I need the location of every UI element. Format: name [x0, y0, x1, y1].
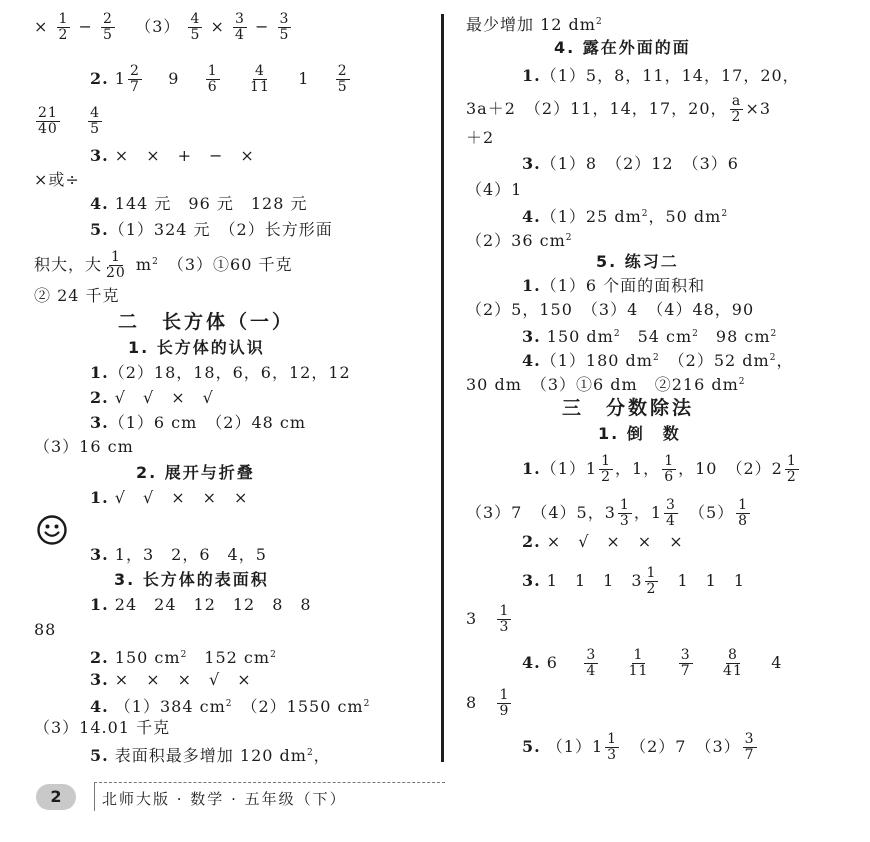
fraction — [605, 732, 619, 763]
fraction-denominator: 3 — [607, 747, 618, 763]
fraction-denominator: 6 — [664, 469, 675, 485]
item-number: 5. — [90, 220, 109, 239]
answer-line — [466, 180, 522, 200]
fraction-denominator: 4 — [235, 27, 245, 43]
page-number: 2 — [36, 784, 76, 810]
unit-exponent: 2 — [738, 377, 746, 387]
answer-line — [466, 604, 513, 635]
fraction-numerator: 3 — [235, 11, 245, 27]
answer-line — [522, 154, 739, 174]
answer-text: 1 — [114, 69, 126, 88]
fraction-denominator: 2 — [601, 469, 611, 485]
fraction — [497, 688, 511, 719]
answer-text: 1 1 1 — [660, 571, 745, 590]
answer-text: ， — [776, 351, 794, 370]
answer-text: − — [255, 17, 270, 36]
fraction-numerator: 2 — [129, 63, 140, 79]
fraction — [662, 454, 676, 485]
answer-line — [34, 718, 170, 738]
item-number: 3. — [522, 327, 541, 346]
answer-text: × × + − × — [114, 146, 255, 165]
answer-text: （1）1 — [540, 459, 598, 478]
answer-text: − — [78, 17, 93, 36]
fraction-numerator: 1 — [633, 647, 644, 663]
answer-text: 8 — [466, 693, 478, 712]
answer-text: 88 — [34, 620, 57, 639]
item-number: 1. — [90, 363, 109, 382]
fraction-numerator: 1 — [207, 63, 218, 79]
answer-line — [466, 228, 573, 251]
answer-text: （1）8 （2）12 （3）6 — [540, 154, 739, 173]
section-heading: 4. 露在外面的面 — [554, 38, 691, 57]
answer-text: 150 cm — [114, 648, 181, 667]
fraction-denominator: 9 — [499, 703, 510, 719]
answer-line — [34, 286, 120, 306]
answer-line — [466, 372, 746, 395]
answer-text: × — [210, 17, 225, 36]
answer-line — [90, 220, 333, 240]
answer-text: ，1， — [615, 459, 661, 478]
fraction — [584, 648, 598, 679]
unit-exponent: 2 — [595, 17, 603, 27]
fraction-denominator: 7 — [744, 747, 755, 763]
answer-line — [466, 498, 752, 529]
answer-text: 4 — [771, 653, 783, 672]
unit-exponent: 2 — [270, 650, 277, 660]
answer-line — [90, 363, 351, 383]
fraction-denominator: 11 — [628, 663, 649, 679]
answer-text: 最少增加 12 dm — [466, 15, 596, 34]
answer-line — [90, 743, 331, 766]
fraction-numerator: 8 — [727, 647, 738, 663]
answer-line — [34, 106, 104, 137]
fraction — [730, 94, 744, 125]
fraction — [104, 250, 128, 281]
section-heading: 3. 长方体的表面积 — [114, 570, 269, 589]
fraction-numerator: 1 — [499, 687, 510, 703]
fraction — [664, 498, 678, 529]
item-number: 2. — [522, 532, 541, 551]
answer-text: （3）14.01 千克 — [34, 718, 171, 737]
answer-text: 3a＋2 （2）11，14，17，20， — [466, 99, 728, 118]
footer-title: 北师大版 · 数学 · 五年级（下） — [102, 790, 347, 808]
answer-line — [522, 532, 684, 552]
page-footer — [36, 784, 446, 810]
item-number: 4. — [522, 207, 541, 226]
fraction — [88, 106, 102, 137]
answer-text: （1）1 — [546, 737, 604, 756]
unit-exponent: 2 — [306, 748, 314, 758]
fraction — [645, 566, 659, 597]
smiley-icon — [36, 514, 68, 546]
unit-exponent: 2 — [721, 209, 729, 219]
answer-text: （1）5，8，11，14，17，20， — [540, 66, 800, 85]
item-number: 3. — [90, 670, 109, 689]
answer-line — [90, 670, 252, 690]
fraction — [679, 648, 693, 679]
answer-line — [90, 194, 308, 214]
answer-text: （1）384 cm — [114, 697, 226, 716]
unit-exponent: 2 — [613, 329, 621, 339]
fraction-denominator: 8 — [738, 513, 749, 529]
answer-line — [34, 170, 80, 190]
answer-line — [466, 688, 513, 719]
section-heading: 5. 练习二 — [596, 252, 679, 271]
fraction-numerator: 3 — [680, 647, 691, 663]
fraction — [128, 64, 142, 95]
item-number: 2. — [90, 388, 109, 407]
answer-line — [466, 128, 494, 148]
fraction-denominator: 2 — [786, 469, 797, 485]
item-number: 3. — [522, 571, 541, 590]
fraction — [785, 454, 799, 485]
answer-line — [522, 276, 705, 296]
fraction-numerator: 4 — [190, 11, 201, 27]
answer-line — [34, 12, 293, 43]
unit-exponent: 2 — [770, 329, 778, 339]
answer-line — [522, 648, 782, 679]
answer-text: ，1 — [633, 503, 663, 522]
fraction — [721, 648, 745, 679]
answer-text: （3）①60 千克 — [158, 255, 293, 274]
fraction-denominator: 4 — [586, 663, 597, 679]
fraction-denominator: 5 — [190, 27, 201, 43]
answer-text: ② 24 千克 — [34, 286, 120, 305]
fraction-denominator: 3 — [499, 619, 510, 635]
fraction-denominator: 7 — [129, 79, 140, 95]
fraction-denominator: 40 — [38, 121, 58, 137]
answer-text: 6 — [546, 653, 558, 672]
fraction-numerator: 3 — [279, 11, 290, 27]
fraction — [627, 648, 651, 679]
fraction-numerator: 1 — [499, 603, 510, 619]
fraction-numerator: 4 — [255, 63, 265, 79]
answer-text: 积大，大 — [34, 255, 103, 274]
answer-line — [90, 64, 352, 95]
answer-line — [522, 204, 728, 227]
answer-text: （3）7 （4）5，3 — [466, 503, 616, 522]
answer-text: 152 cm — [187, 648, 271, 667]
answer-text: 9 — [168, 69, 180, 88]
fraction — [233, 12, 247, 43]
fraction — [206, 64, 220, 95]
item-number: 3. — [90, 146, 109, 165]
answer-text: 表面积最多增加 120 dm — [114, 746, 307, 765]
fraction-numerator: 1 — [601, 453, 611, 469]
fraction-numerator: 1 — [58, 11, 69, 27]
fraction-denominator: 41 — [723, 663, 743, 679]
answer-line — [466, 12, 603, 35]
answer-line — [466, 94, 771, 125]
fraction — [618, 498, 632, 529]
answer-line — [90, 413, 306, 433]
fraction-numerator: 1 — [607, 731, 618, 747]
fraction-denominator: 2 — [646, 581, 657, 597]
fraction-denominator: 6 — [207, 79, 218, 95]
answer-text: 144 元 96 元 128 元 — [114, 194, 308, 213]
unit-exponent: 2 — [769, 353, 777, 363]
answer-text: （1）324 元 （2）长方形面 — [108, 220, 333, 239]
fraction-numerator: 2 — [103, 11, 113, 27]
answer-text: 1 — [298, 69, 310, 88]
fraction-denominator: 7 — [680, 663, 691, 679]
item-number: 3. — [522, 154, 541, 173]
answer-line — [522, 348, 793, 371]
item-number: 1. — [90, 595, 109, 614]
answer-text: 54 cm — [620, 327, 693, 346]
answer-line — [90, 146, 255, 166]
answer-text: （1）6 个面的面积和 — [540, 276, 706, 295]
fraction-numerator: 1 — [664, 453, 675, 469]
answer-text: × × × √ × — [114, 670, 252, 689]
fraction-numerator: 3 — [586, 647, 597, 663]
fraction-numerator: 21 — [38, 105, 58, 121]
answer-text: √ √ × × × — [114, 488, 249, 507]
item-number: 1. — [90, 488, 109, 507]
section-heading: 2. 展开与折叠 — [136, 463, 255, 482]
unit-exponent: 2 — [565, 233, 573, 243]
answer-text: 24 24 12 12 8 8 — [114, 595, 312, 614]
fraction-denominator: 11 — [250, 79, 270, 95]
unit-exponent: 2 — [180, 650, 188, 660]
item-number: 1. — [522, 276, 541, 295]
answer-text: （1）180 dm — [540, 351, 653, 370]
answer-text: 3 — [466, 609, 478, 628]
fraction — [743, 732, 757, 763]
answer-text: （2）52 dm — [659, 351, 770, 370]
fraction-denominator: 3 — [619, 513, 630, 529]
fraction-denominator: 2 — [731, 109, 742, 125]
fraction — [336, 64, 350, 95]
answer-text: 30 dm （3）①6 dm ②216 dm — [466, 375, 739, 394]
item-number: 3. — [90, 545, 109, 564]
answer-text: ，50 dm — [648, 207, 722, 226]
chapter-heading: 三 分数除法 — [562, 397, 695, 419]
fraction-numerator: 1 — [786, 453, 797, 469]
fraction — [101, 12, 115, 43]
fraction — [278, 12, 292, 43]
unit-exponent: 2 — [363, 699, 371, 709]
fraction — [599, 454, 613, 485]
answer-text: （2）1550 cm — [232, 697, 364, 716]
item-number: 2. — [90, 69, 109, 88]
item-number: 4. — [90, 194, 109, 213]
fraction-numerator: 3 — [666, 497, 676, 513]
item-number: 5. — [90, 746, 109, 765]
answer-text: ， — [313, 746, 331, 765]
answer-line — [90, 645, 277, 668]
answer-line — [522, 454, 801, 485]
answer-text: m — [129, 255, 153, 274]
answer-line — [90, 595, 312, 615]
fraction-numerator: 1 — [646, 565, 657, 581]
chapter-heading: 二 长方体（一） — [118, 311, 295, 333]
answer-text: （2）5，150 （3）4 （4）48，90 — [466, 300, 755, 319]
unit-exponent: 2 — [692, 329, 699, 339]
item-number: 1. — [522, 459, 541, 478]
answer-text: （1）6 cm （2）48 cm — [108, 413, 307, 432]
answer-text: 1，3 2，6 4，5 — [114, 545, 267, 564]
answer-line — [34, 620, 56, 640]
fraction — [188, 12, 202, 43]
fraction-denominator: 20 — [106, 265, 126, 281]
fraction — [248, 64, 272, 95]
answer-line — [522, 324, 777, 347]
fraction-numerator: 3 — [744, 731, 755, 747]
answer-line — [466, 300, 754, 320]
unit-exponent: 2 — [652, 353, 660, 363]
answer-line — [522, 66, 800, 86]
answer-line — [90, 545, 267, 565]
answer-line — [522, 566, 745, 597]
section-heading: 1. 倒 数 — [598, 424, 681, 443]
unit-exponent: 2 — [152, 257, 159, 267]
answer-text: （2）18，18，6，6，12，12 — [108, 363, 351, 382]
answer-text: （2）36 cm — [466, 231, 566, 250]
fraction-denominator: 2 — [58, 27, 69, 43]
answer-text: （4）1 — [466, 180, 523, 199]
answer-line — [34, 250, 292, 281]
fraction-numerator: a — [731, 93, 742, 109]
unit-exponent: 2 — [641, 209, 649, 219]
answer-line — [522, 732, 759, 763]
fraction-denominator: 4 — [666, 513, 676, 529]
item-number: 3. — [90, 413, 109, 432]
section-heading: 1. 长方体的认识 — [128, 338, 265, 357]
fraction — [736, 498, 750, 529]
unit-exponent: 2 — [225, 699, 233, 709]
item-number: 4. — [522, 653, 541, 672]
item-number: 5. — [522, 737, 541, 756]
answer-text: （5） — [679, 503, 735, 522]
answer-line — [90, 488, 248, 508]
answer-text: ，10 （2）2 — [678, 459, 783, 478]
column-divider — [441, 14, 444, 762]
fraction — [497, 604, 511, 635]
answer-text: （1）25 dm — [540, 207, 642, 226]
item-number: 4. — [522, 351, 541, 370]
item-number: 1. — [522, 66, 541, 85]
answer-text: √ √ × √ — [114, 388, 214, 407]
fraction — [36, 106, 60, 137]
item-number: 2. — [90, 648, 109, 667]
answer-text: （3） — [135, 17, 181, 36]
answer-text: ＋2 — [466, 128, 495, 147]
answer-text: （3）16 cm — [34, 437, 134, 456]
fraction-numerator: 1 — [738, 497, 749, 513]
fraction-denominator: 5 — [337, 79, 348, 95]
answer-text: × — [34, 17, 49, 36]
answer-text: （2）7 （3） — [621, 737, 741, 756]
answer-text: 1 1 1 3 — [546, 571, 643, 590]
answer-line — [90, 388, 214, 408]
answer-text: 150 dm — [546, 327, 614, 346]
fraction-denominator: 5 — [90, 121, 101, 137]
answer-text: 98 cm — [698, 327, 771, 346]
fraction-numerator: 1 — [110, 249, 121, 265]
fraction-denominator: 5 — [103, 27, 113, 43]
answer-text: ×3 — [745, 99, 772, 118]
fraction-numerator: 4 — [90, 105, 101, 121]
fraction-numerator: 2 — [337, 63, 348, 79]
fraction — [57, 12, 71, 43]
answer-text: × √ × × × — [546, 532, 684, 551]
fraction-denominator: 5 — [279, 27, 290, 43]
fraction-numerator: 1 — [619, 497, 630, 513]
answer-text: ×或÷ — [34, 170, 80, 189]
item-number: 4. — [90, 697, 109, 716]
answer-line — [34, 437, 134, 457]
answer-line — [90, 694, 370, 717]
